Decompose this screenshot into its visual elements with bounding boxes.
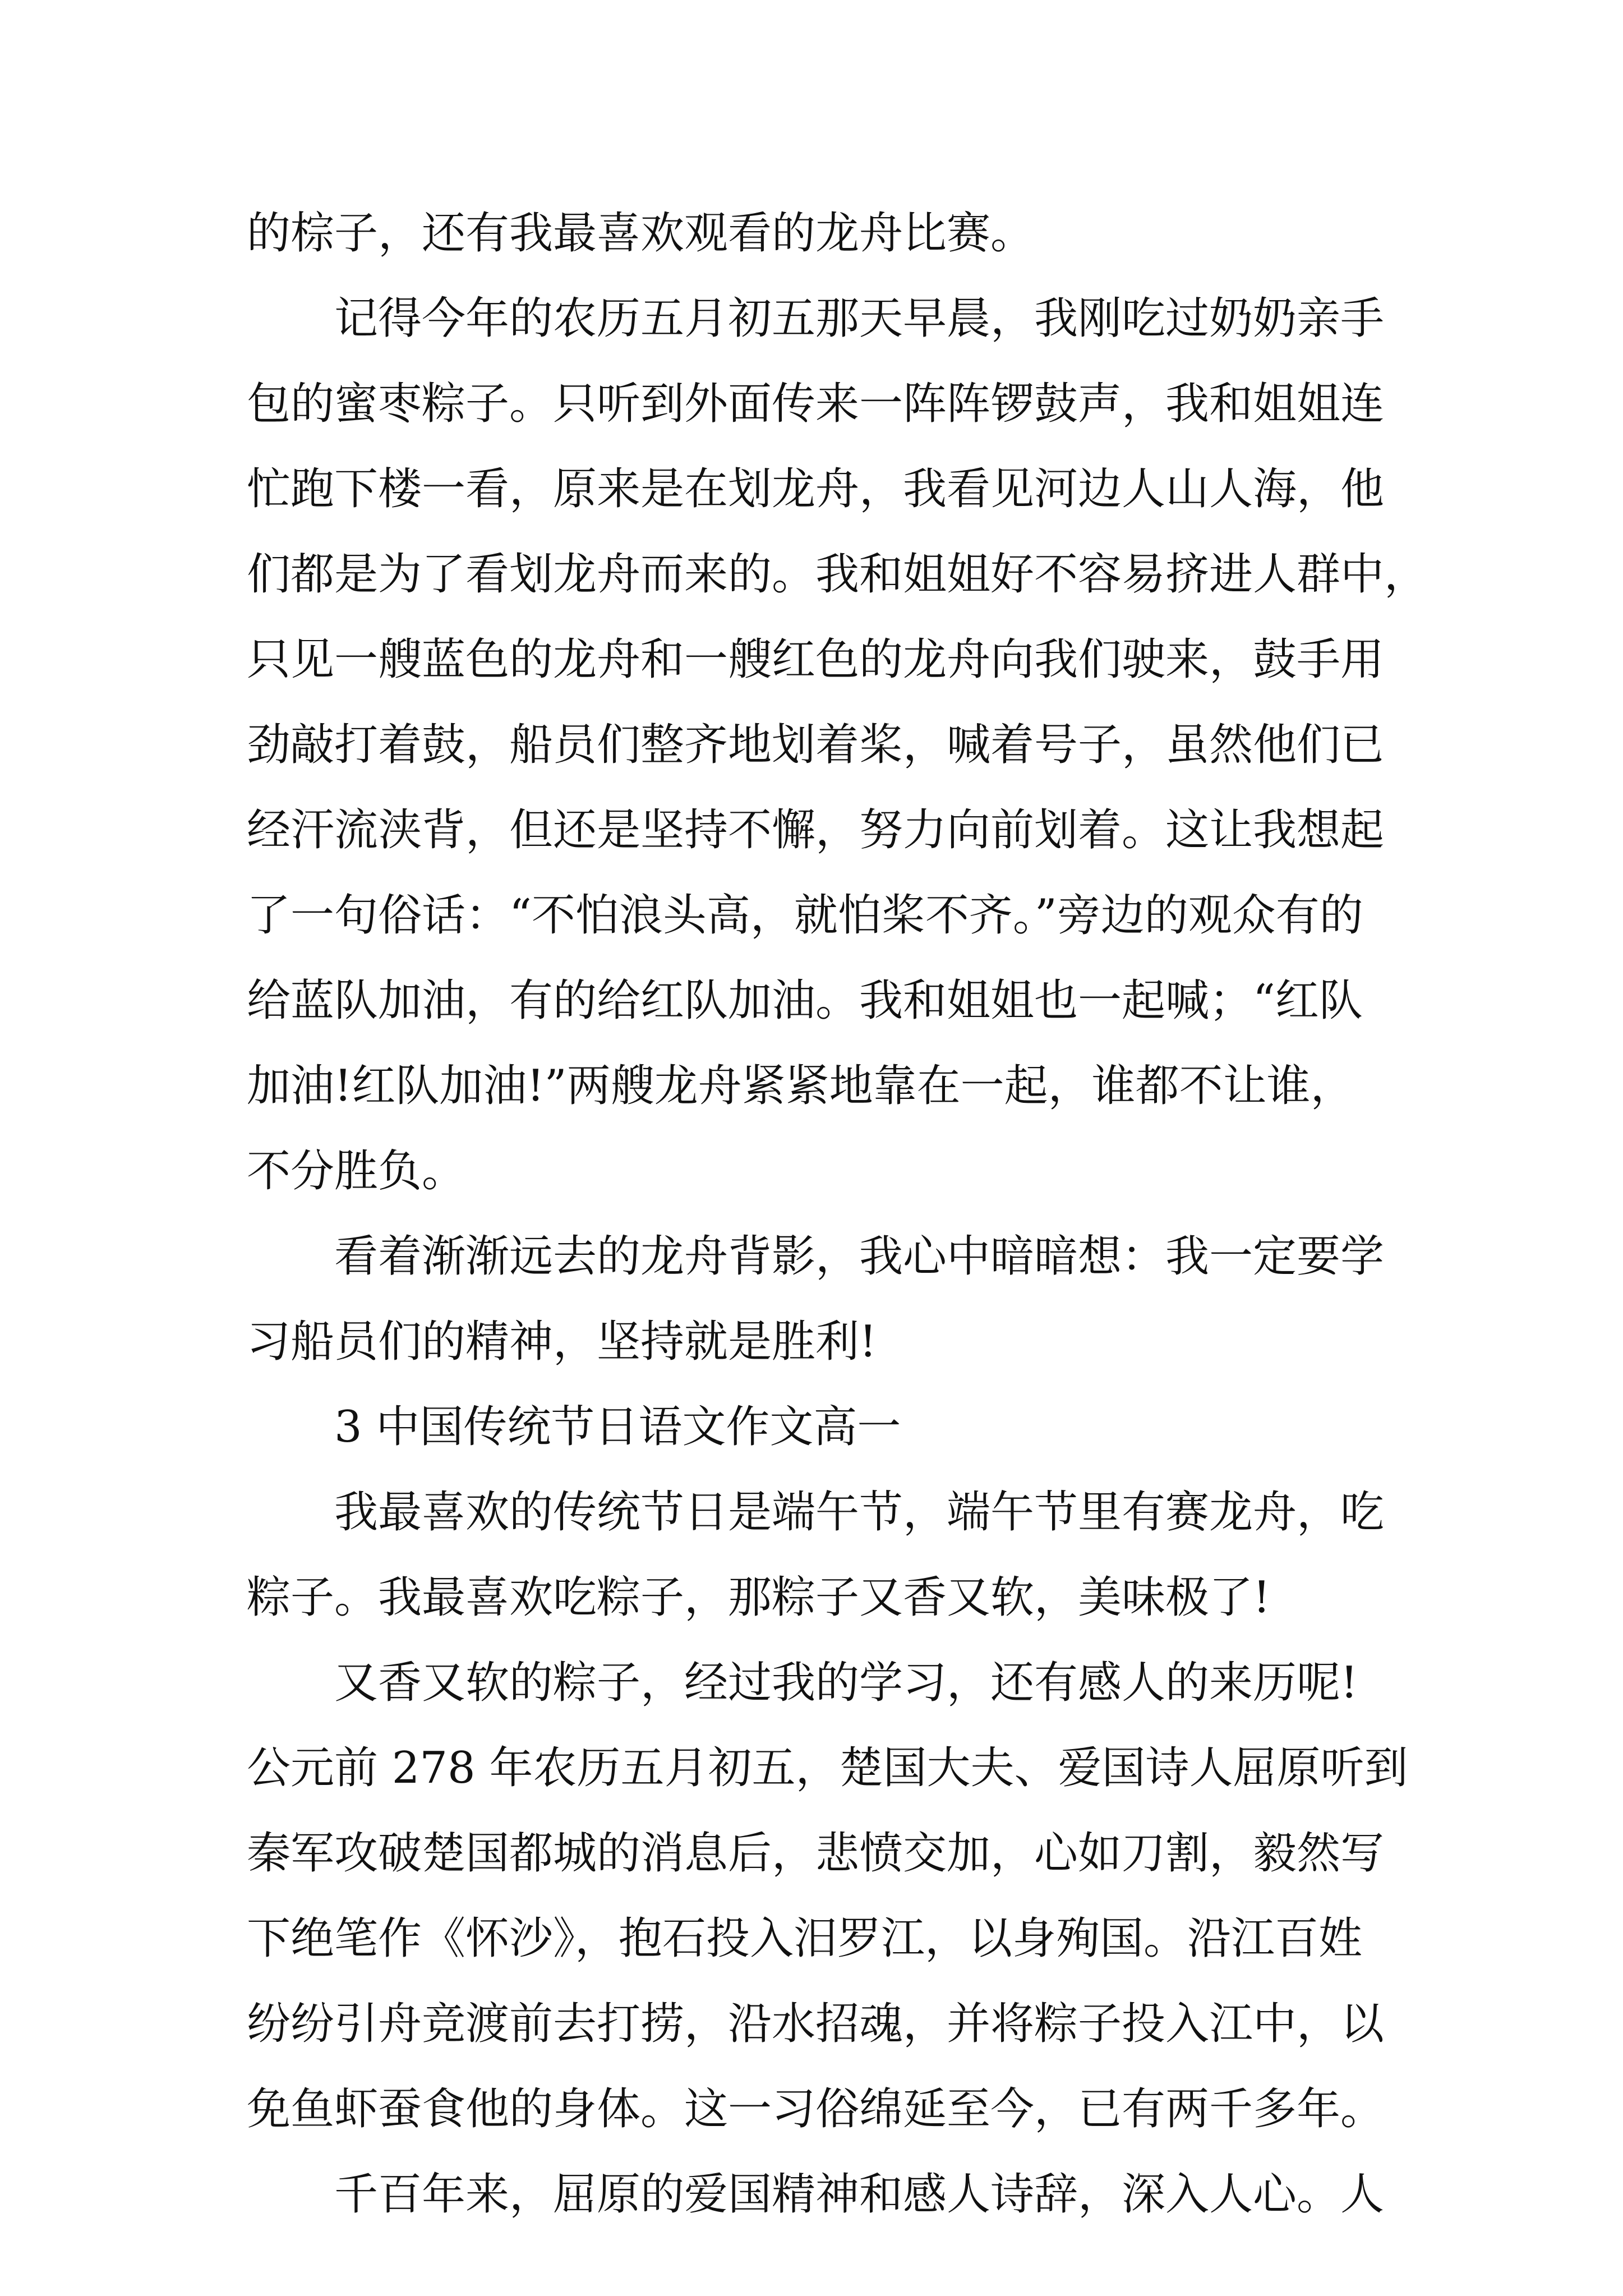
text-line: 记得今年的农历五月初五那天早晨，我刚吃过奶奶亲手 bbox=[334, 293, 1385, 344]
text-line: 加油!红队加油!”两艘龙舟紧紧地靠在一起，谁都不让谁， bbox=[247, 1061, 1354, 1111]
text-line: 忙跑下楼一看，原来是在划龙舟，我看见河边人山人海，他 bbox=[247, 464, 1385, 514]
text-line: 看着渐渐远去的龙舟背影，我心中暗暗想：我一定要学 bbox=[334, 1231, 1385, 1282]
text-line: 免鱼虾蚕食他的身体。这一习俗绵延至今，已有两千多年。 bbox=[247, 2084, 1385, 2134]
document-body bbox=[247, 191, 1428, 2237]
text-line: 给蓝队加油，有的给红队加油。我和姐姐也一起喊；“红队 bbox=[247, 976, 1363, 1026]
text-line: 千百年来，屈原的爱国精神和感人诗辞，深入人心。人 bbox=[334, 2169, 1385, 2220]
text-line: 的棕子，还有我最喜欢观看的龙舟比赛。 bbox=[247, 208, 1035, 259]
text-line: 习船员们的精神，坚持就是胜利! bbox=[247, 1317, 877, 1367]
text-line: 不分胜负。 bbox=[247, 1146, 466, 1197]
text-line: 只见一艘蓝色的龙舟和一艘红色的龙舟向我们驶来，鼓手用 bbox=[247, 634, 1385, 685]
text-line: 纷纷引舟竞渡前去打捞，沿水招魂，并将粽子投入江中，以 bbox=[247, 1999, 1385, 2049]
text-line: 包的蜜枣粽子。只听到外面传来一阵阵锣鼓声，我和姐姐连 bbox=[247, 379, 1385, 429]
text-line: 粽子。我最喜欢吃粽子，那粽子又香又软，美味极了! bbox=[247, 1572, 1271, 1623]
text-line: 经汗流浃背，但还是坚持不懈，努力向前划着。这让我想起 bbox=[247, 805, 1385, 855]
text-line: 又香又软的粽子，经过我的学习，还有感人的来历呢! bbox=[334, 1658, 1358, 1708]
text-line: 公元前 278 年农历五月初五，楚国大夫、爱国诗人屈原听到 bbox=[247, 1743, 1408, 1793]
text-line: 劲敲打着鼓，船员们整齐地划着桨，喊着号子，虽然他们已 bbox=[247, 720, 1385, 770]
section-heading: 3 中国传统节日语文作文高一 bbox=[334, 1402, 901, 1452]
text-line: 了一句俗话：“不怕浪头高，就怕桨不齐。”旁边的观众有的 bbox=[247, 890, 1363, 941]
text-line: 我最喜欢的传统节日是端午节，端午节里有赛龙舟，吃 bbox=[334, 1487, 1385, 1538]
text-line: 秦军攻破楚国都城的消息后，悲愤交加，心如刀割，毅然写 bbox=[247, 1828, 1385, 1879]
text-line: 们都是为了看划龙舟而来的。我和姐姐好不容易挤进人群中， bbox=[247, 549, 1428, 600]
text-line: 下绝笔作《怀沙》，抱石投入汨罗江，以身殉国。沿江百姓 bbox=[247, 1913, 1363, 1964]
